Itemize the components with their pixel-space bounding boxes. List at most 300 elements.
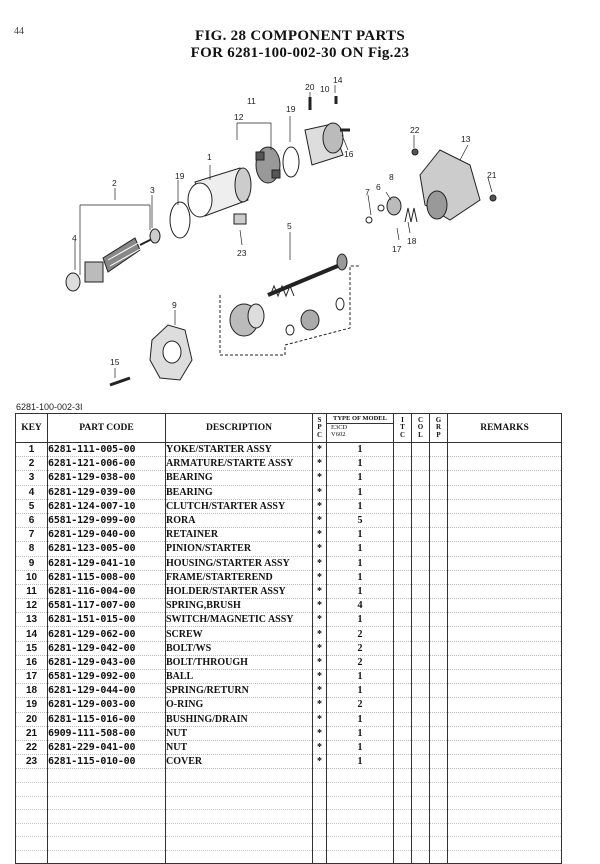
empty-cell — [430, 850, 448, 864]
key-cell: 8 — [16, 542, 48, 556]
grp-cell — [430, 570, 448, 584]
empty-cell — [327, 837, 394, 851]
col-cell — [412, 485, 430, 499]
itc-cell — [394, 698, 412, 712]
model-qty-cell: 1 — [327, 485, 394, 499]
remarks-cell — [448, 684, 562, 698]
empty-cell — [394, 850, 412, 864]
itc-cell — [394, 740, 412, 754]
empty-cell — [166, 782, 313, 796]
model-qty-cell: 1 — [327, 443, 394, 457]
remarks-cell — [448, 584, 562, 598]
remarks-cell — [448, 499, 562, 513]
itc-cell — [394, 599, 412, 613]
model-qty-cell: 2 — [327, 641, 394, 655]
remarks-cell — [448, 670, 562, 684]
table-row — [16, 457, 562, 471]
table-row — [16, 641, 562, 655]
empty-cell — [448, 796, 562, 810]
callout-14: 14 — [333, 75, 343, 85]
empty-cell — [394, 837, 412, 851]
empty-table-row — [16, 782, 562, 796]
model-qty-cell: 1 — [327, 570, 394, 584]
empty-table-row — [16, 837, 562, 851]
model-qty-cell: 1 — [327, 712, 394, 726]
empty-cell — [16, 810, 48, 824]
spc-cell: * — [313, 457, 327, 471]
part-code-cell: 6581-129-092-00 — [48, 670, 166, 684]
part-code-cell: 6281-121-006-00 — [48, 457, 166, 471]
key-cell: 16 — [16, 655, 48, 669]
empty-cell — [313, 796, 327, 810]
grp-cell — [430, 627, 448, 641]
empty-cell — [394, 810, 412, 824]
col-cell — [412, 740, 430, 754]
callout-23: 23 — [237, 248, 247, 258]
col-cell — [412, 613, 430, 627]
header-part-code: PART CODE — [48, 414, 166, 443]
grp-cell — [430, 670, 448, 684]
table-row — [16, 471, 562, 485]
empty-cell — [448, 769, 562, 783]
grp-cell — [430, 556, 448, 570]
empty-cell — [166, 769, 313, 783]
table-row — [16, 740, 562, 754]
empty-cell — [313, 769, 327, 783]
callout-6: 6 — [376, 182, 381, 192]
part-code-cell: 6281-229-041-00 — [48, 740, 166, 754]
part-code-cell: 6281-129-043-00 — [48, 655, 166, 669]
spc-cell: * — [313, 670, 327, 684]
callout-3: 3 — [150, 185, 155, 195]
col-cell — [412, 471, 430, 485]
part-code-cell: 6281-115-010-00 — [48, 755, 166, 769]
empty-cell — [48, 796, 166, 810]
spc-cell: * — [313, 599, 327, 613]
table-row — [16, 755, 562, 769]
empty-cell — [430, 796, 448, 810]
model-qty-cell: 1 — [327, 471, 394, 485]
callout-12: 12 — [234, 112, 244, 122]
table-row — [16, 584, 562, 598]
itc-cell — [394, 627, 412, 641]
callout-9: 9 — [172, 300, 177, 310]
empty-cell — [16, 837, 48, 851]
key-cell: 20 — [16, 712, 48, 726]
part-code-cell: 6281-129-003-00 — [48, 698, 166, 712]
cover-part — [234, 214, 246, 224]
col-cell — [412, 712, 430, 726]
callout-13: 13 — [461, 134, 471, 144]
empty-cell — [16, 796, 48, 810]
key-cell: 13 — [16, 613, 48, 627]
key-cell: 18 — [16, 684, 48, 698]
yoke-part — [188, 168, 251, 217]
key-cell: 15 — [16, 641, 48, 655]
col-cell — [412, 670, 430, 684]
header-type-of-model: TYPE OF MODEL E3CD V602 — [327, 414, 394, 443]
model-qty-cell: 1 — [327, 556, 394, 570]
key-cell: 2 — [16, 457, 48, 471]
header-key: KEY — [16, 414, 48, 443]
spc-cell: * — [313, 726, 327, 740]
table-row — [16, 485, 562, 499]
empty-cell — [48, 850, 166, 864]
callout-19b: 19 — [286, 104, 296, 114]
key-cell: 19 — [16, 698, 48, 712]
empty-cell — [430, 823, 448, 837]
itc-cell — [394, 485, 412, 499]
description-cell: YOKE/STARTER ASSY — [166, 443, 313, 457]
callout-7: 7 — [365, 187, 370, 197]
spc-cell: * — [313, 684, 327, 698]
part-code-cell: 6281-129-042-00 — [48, 641, 166, 655]
grp-cell — [430, 485, 448, 499]
col-cell — [412, 443, 430, 457]
key-cell: 9 — [16, 556, 48, 570]
empty-cell — [166, 823, 313, 837]
spc-cell: * — [313, 542, 327, 556]
o-ring-part — [283, 147, 299, 177]
grp-cell — [430, 698, 448, 712]
spc-cell: * — [313, 655, 327, 669]
model-qty-cell: 1 — [327, 499, 394, 513]
model-qty-cell: 2 — [327, 655, 394, 669]
grp-cell — [430, 726, 448, 740]
itc-cell — [394, 670, 412, 684]
header-spc: S P C — [313, 414, 327, 443]
empty-cell — [412, 796, 430, 810]
pinion-part — [387, 197, 401, 215]
itc-cell — [394, 570, 412, 584]
table-row — [16, 570, 562, 584]
spc-cell: * — [313, 740, 327, 754]
model-qty-cell: 1 — [327, 613, 394, 627]
description-cell: COVER — [166, 755, 313, 769]
empty-cell — [430, 837, 448, 851]
empty-cell — [327, 823, 394, 837]
spc-cell: * — [313, 613, 327, 627]
header-col: C O L — [412, 414, 430, 443]
part-code-cell: 6281-129-041-10 — [48, 556, 166, 570]
empty-cell — [412, 810, 430, 824]
empty-cell — [166, 796, 313, 810]
empty-cell — [448, 850, 562, 864]
itc-cell — [394, 584, 412, 598]
spc-cell: * — [313, 556, 327, 570]
col-cell — [412, 584, 430, 598]
spc-cell: * — [313, 528, 327, 542]
itc-cell — [394, 499, 412, 513]
spc-cell: * — [313, 627, 327, 641]
model-qty-cell: 2 — [327, 698, 394, 712]
table-row — [16, 712, 562, 726]
grp-cell — [430, 613, 448, 627]
grp-cell — [430, 443, 448, 457]
empty-cell — [48, 769, 166, 783]
spc-cell: * — [313, 443, 327, 457]
model-qty-cell: 2 — [327, 627, 394, 641]
table-row — [16, 684, 562, 698]
part-code-cell: 6281-115-016-00 — [48, 712, 166, 726]
key-cell: 11 — [16, 584, 48, 598]
empty-cell — [313, 810, 327, 824]
grp-cell — [430, 740, 448, 754]
description-cell: SCREW — [166, 627, 313, 641]
grp-cell — [430, 641, 448, 655]
part-code-cell: 6281-129-040-00 — [48, 528, 166, 542]
description-cell: O-RING — [166, 698, 313, 712]
empty-cell — [448, 810, 562, 824]
part-code-cell: 6281-129-038-00 — [48, 471, 166, 485]
empty-cell — [48, 837, 166, 851]
empty-cell — [166, 850, 313, 864]
empty-cell — [16, 823, 48, 837]
remarks-cell — [448, 513, 562, 527]
empty-cell — [48, 782, 166, 796]
frame-end-part — [305, 123, 343, 165]
empty-cell — [16, 850, 48, 864]
description-cell: BEARING — [166, 485, 313, 499]
itc-cell — [394, 684, 412, 698]
callout-18: 18 — [407, 236, 417, 246]
col-cell — [412, 627, 430, 641]
grp-cell — [430, 755, 448, 769]
col-cell — [412, 570, 430, 584]
callout-15: 15 — [110, 357, 120, 367]
empty-cell — [327, 769, 394, 783]
empty-cell — [16, 782, 48, 796]
grp-cell — [430, 457, 448, 471]
description-cell: FRAME/STARTEREND — [166, 570, 313, 584]
remarks-cell — [448, 542, 562, 556]
description-cell: HOLDER/STARTER ASSY — [166, 584, 313, 598]
callout-labels — [72, 75, 497, 367]
description-cell: ARMATURE/STARTE ASSY — [166, 457, 313, 471]
description-cell: BUSHING/DRAIN — [166, 712, 313, 726]
empty-cell — [327, 796, 394, 810]
header-remarks: REMARKS — [448, 414, 562, 443]
itc-cell — [394, 443, 412, 457]
remarks-cell — [448, 655, 562, 669]
callout-5: 5 — [287, 221, 292, 231]
empty-table-row — [16, 796, 562, 810]
grp-cell — [430, 584, 448, 598]
figure-title: FIG. 28 COMPONENT PARTS — [195, 28, 405, 44]
table-row — [16, 627, 562, 641]
starter-housing-part — [150, 325, 192, 380]
itc-cell — [394, 513, 412, 527]
table-row — [16, 698, 562, 712]
empty-cell — [394, 769, 412, 783]
empty-cell — [448, 823, 562, 837]
grp-cell — [430, 513, 448, 527]
page-number: 44 — [14, 26, 24, 37]
col-cell — [412, 755, 430, 769]
table-row — [16, 556, 562, 570]
callout-16: 16 — [344, 149, 354, 159]
model-qty-cell: 1 — [327, 528, 394, 542]
key-cell: 23 — [16, 755, 48, 769]
model-qty-cell: 1 — [327, 670, 394, 684]
callout-21: 21 — [487, 170, 497, 180]
part-code-cell: 6281-111-005-00 — [48, 443, 166, 457]
model-qty-cell: 1 — [327, 755, 394, 769]
part-code-cell: 6281-129-062-00 — [48, 627, 166, 641]
remarks-cell — [448, 740, 562, 754]
description-cell: RORA — [166, 513, 313, 527]
col-cell — [412, 542, 430, 556]
empty-table-row — [16, 850, 562, 864]
model-qty-cell: 4 — [327, 599, 394, 613]
spc-cell: * — [313, 471, 327, 485]
description-cell: SWITCH/MAGNETIC ASSY — [166, 613, 313, 627]
itc-cell — [394, 542, 412, 556]
spc-cell: * — [313, 499, 327, 513]
empty-cell — [16, 769, 48, 783]
part-code-cell: 6281-129-039-00 — [48, 485, 166, 499]
key-cell: 21 — [16, 726, 48, 740]
o-ring-part — [170, 202, 190, 238]
itc-cell — [394, 613, 412, 627]
empty-cell — [430, 769, 448, 783]
empty-cell — [48, 810, 166, 824]
empty-cell — [327, 782, 394, 796]
key-cell: 12 — [16, 599, 48, 613]
grp-cell — [430, 471, 448, 485]
callout-10: 10 — [320, 84, 330, 94]
empty-cell — [412, 769, 430, 783]
parts-table — [15, 413, 562, 864]
empty-cell — [394, 796, 412, 810]
callout-11: 11 — [247, 96, 256, 106]
part-code-cell: 6281-124-007-10 — [48, 499, 166, 513]
callout-4: 4 — [72, 233, 77, 243]
part-code-cell: 6281-116-004-00 — [48, 584, 166, 598]
empty-cell — [313, 782, 327, 796]
table-header-row — [16, 414, 562, 443]
table-row — [16, 670, 562, 684]
itc-cell — [394, 712, 412, 726]
figure-subtitle: FOR 6281-100-002-30 ON Fig.23 — [190, 45, 410, 61]
description-cell: BOLT/WS — [166, 641, 313, 655]
grp-cell — [430, 712, 448, 726]
callout-20: 20 — [305, 82, 315, 92]
key-cell: 1 — [16, 443, 48, 457]
table-row — [16, 726, 562, 740]
spc-cell: * — [313, 570, 327, 584]
empty-cell — [166, 810, 313, 824]
part-code-cell: 6281-115-008-00 — [48, 570, 166, 584]
itc-cell — [394, 641, 412, 655]
callout-19a: 19 — [175, 171, 185, 181]
empty-cell — [394, 823, 412, 837]
description-cell: NUT — [166, 726, 313, 740]
key-cell: 7 — [16, 528, 48, 542]
description-cell: CLUTCH/STARTER ASSY — [166, 499, 313, 513]
grp-cell — [430, 542, 448, 556]
description-cell: BEARING — [166, 471, 313, 485]
empty-cell — [394, 782, 412, 796]
empty-cell — [430, 782, 448, 796]
grp-cell — [430, 655, 448, 669]
callout-1: 1 — [207, 152, 212, 162]
empty-cell — [448, 782, 562, 796]
table-row — [16, 599, 562, 613]
callout-8: 8 — [389, 172, 394, 182]
remarks-cell — [448, 712, 562, 726]
remarks-cell — [448, 556, 562, 570]
magnetic-switch-part — [412, 149, 496, 220]
empty-cell — [327, 810, 394, 824]
header-itc: I T C — [394, 414, 412, 443]
header-description: DESCRIPTION — [166, 414, 313, 443]
description-cell: SPRING/RETURN — [166, 684, 313, 698]
remarks-cell — [448, 485, 562, 499]
exploded-parts-diagram — [0, 0, 600, 400]
bolt-part — [110, 378, 130, 385]
callout-17: 17 — [392, 244, 402, 254]
description-cell: BALL — [166, 670, 313, 684]
clutch-part — [230, 254, 347, 336]
empty-cell — [412, 823, 430, 837]
table-row — [16, 655, 562, 669]
remarks-cell — [448, 528, 562, 542]
empty-cell — [313, 823, 327, 837]
itc-cell — [394, 556, 412, 570]
spc-cell: * — [313, 485, 327, 499]
model-qty-cell: 1 — [327, 684, 394, 698]
empty-cell — [327, 850, 394, 864]
col-cell — [412, 726, 430, 740]
description-cell: NUT — [166, 740, 313, 754]
model-qty-cell: 1 — [327, 726, 394, 740]
itc-cell — [394, 755, 412, 769]
key-cell: 14 — [16, 627, 48, 641]
description-cell: BOLT/THROUGH — [166, 655, 313, 669]
part-code-cell: 6581-129-099-00 — [48, 513, 166, 527]
empty-cell — [313, 850, 327, 864]
table-row — [16, 513, 562, 527]
col-cell — [412, 641, 430, 655]
remarks-cell — [448, 599, 562, 613]
empty-cell — [313, 837, 327, 851]
remarks-cell — [448, 570, 562, 584]
col-cell — [412, 556, 430, 570]
part-code-cell: 6909-111-508-00 — [48, 726, 166, 740]
key-cell: 6 — [16, 513, 48, 527]
table-row — [16, 528, 562, 542]
remarks-cell — [448, 613, 562, 627]
document-id: 6281-100-002-3I — [16, 402, 83, 412]
itc-cell — [394, 528, 412, 542]
spc-cell: * — [313, 712, 327, 726]
col-cell — [412, 528, 430, 542]
itc-cell — [394, 655, 412, 669]
col-cell — [412, 684, 430, 698]
table-row — [16, 542, 562, 556]
empty-table-row — [16, 823, 562, 837]
description-cell: SPRING,BRUSH — [166, 599, 313, 613]
header-grp: G R P — [430, 414, 448, 443]
remarks-cell — [448, 726, 562, 740]
empty-cell — [166, 837, 313, 851]
grp-cell — [430, 499, 448, 513]
remarks-cell — [448, 698, 562, 712]
spc-cell: * — [313, 584, 327, 598]
empty-cell — [430, 810, 448, 824]
empty-cell — [48, 823, 166, 837]
